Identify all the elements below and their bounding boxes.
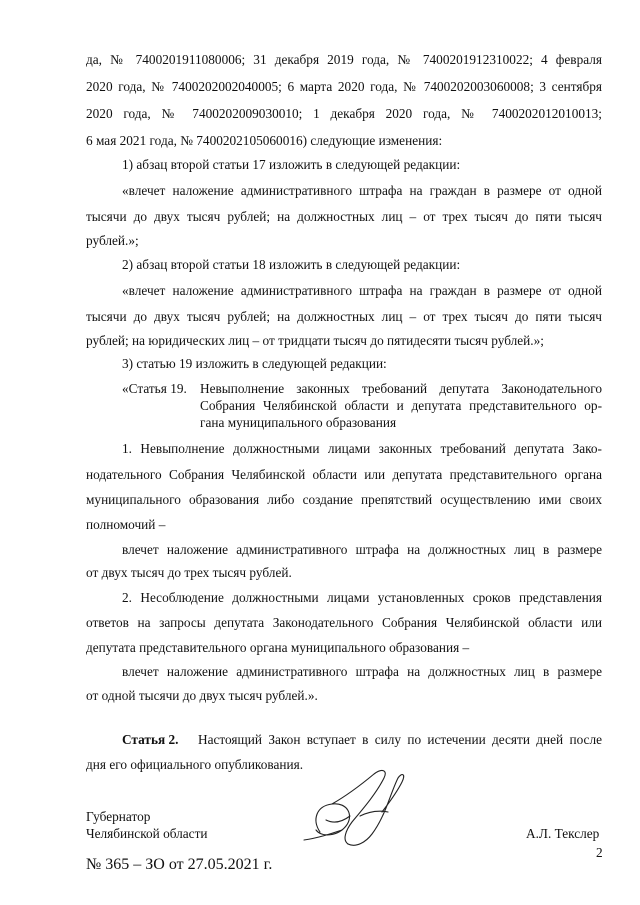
item1-text-line: рублей.»; — [86, 233, 139, 248]
part1-line: нодательного Собрания Челябинской области или депутата представительного органа — [86, 467, 602, 482]
intro-line: 2020 года, № 7400202002040005; 6 марта 2020 года, № 7400202003060008; 3 сентября — [86, 79, 602, 94]
part1-line: муниципального образования либо создание препятствий осуществлению ими своих — [86, 492, 602, 507]
article19-title-line: Собрания Челябинской области и депутата представительного ор- — [200, 398, 602, 413]
sanction2-line: влечет наложение административного штрафа на должностных лиц в размере — [122, 664, 602, 679]
sanction2-line: от одной тысячи до двух тысяч рублей.». — [86, 688, 318, 703]
item1-text-line: тысячи до двух тысяч рублей; на должностных лиц – от трех тысяч до пяти тысяч — [86, 209, 602, 224]
item3-heading: 3) статью 19 изложить в следующей редакции: — [122, 356, 387, 371]
item2-heading: 2) абзац второй статьи 18 изложить в следующей редакции: — [122, 257, 461, 272]
item1-text-line: «влечет наложение административного штрафа на граждан в размере от одной — [122, 183, 602, 198]
part2-line: ответов на запросы депутата Законодательного Собрания Челябинской области или — [86, 615, 602, 630]
item2-text-line: тысячи до двух тысяч рублей; на должностных лиц – от трех тысяч до пяти тысяч — [86, 309, 602, 324]
sanction1-line: влечет наложение административного штрафа на должностных лиц в размере — [122, 542, 602, 557]
page-number: 2 — [596, 845, 603, 860]
signatory-name: А.Л. Текслер — [526, 826, 600, 841]
article19-label: «Статья 19. — [122, 381, 187, 396]
part2-line: 2. Несоблюдение должностными лицами установленных сроков представления — [122, 590, 602, 605]
intro-line: 6 мая 2021 года, № 7400202105060016) следующие изменения: — [86, 133, 443, 148]
article19-title-line: Невыполнение законных требований депутата Законодательного — [200, 381, 602, 396]
registration-number: № 365 – ЗО от 27.05.2021 г. — [86, 856, 273, 873]
part1-line: полномочий – — [86, 517, 166, 532]
signatory-position: Челябинской области — [86, 826, 208, 841]
handwritten-signature — [302, 760, 412, 855]
part2-line: депутата представительного органа муниципального образования – — [86, 640, 470, 655]
item2-text-line: рублей; на юридических лиц – от тридцати тысяч до пятидесяти тысяч рублей.»; — [86, 333, 544, 348]
item2-text-line: «влечет наложение административного штрафа на граждан в размере от одной — [122, 283, 602, 298]
signatory-position: Губернатор — [86, 809, 151, 824]
item1-heading: 1) абзац второй статьи 17 изложить в следующей редакции: — [122, 157, 461, 172]
part1-line: 1. Невыполнение должностными лицами законных требований депутата Зако- — [122, 441, 602, 456]
intro-line: 2020 года, № 7400202009030010; 1 декабря 2020 года, № 7400202012010013; — [86, 106, 602, 121]
sanction1-line: от двух тысяч до трех тысяч рублей. — [86, 565, 292, 580]
article19-title-line: гана муниципального образования — [200, 415, 397, 430]
article2-label: Статья 2. — [122, 732, 179, 747]
intro-line: да, № 7400201911080006; 31 декабря 2019 года, № 7400201912310022; 4 февраля — [86, 52, 602, 67]
article2-text-line: дня его официального опубликования. — [86, 757, 304, 772]
article2-text-line: Настоящий Закон вступает в силу по истечении десяти дней после — [198, 732, 602, 747]
